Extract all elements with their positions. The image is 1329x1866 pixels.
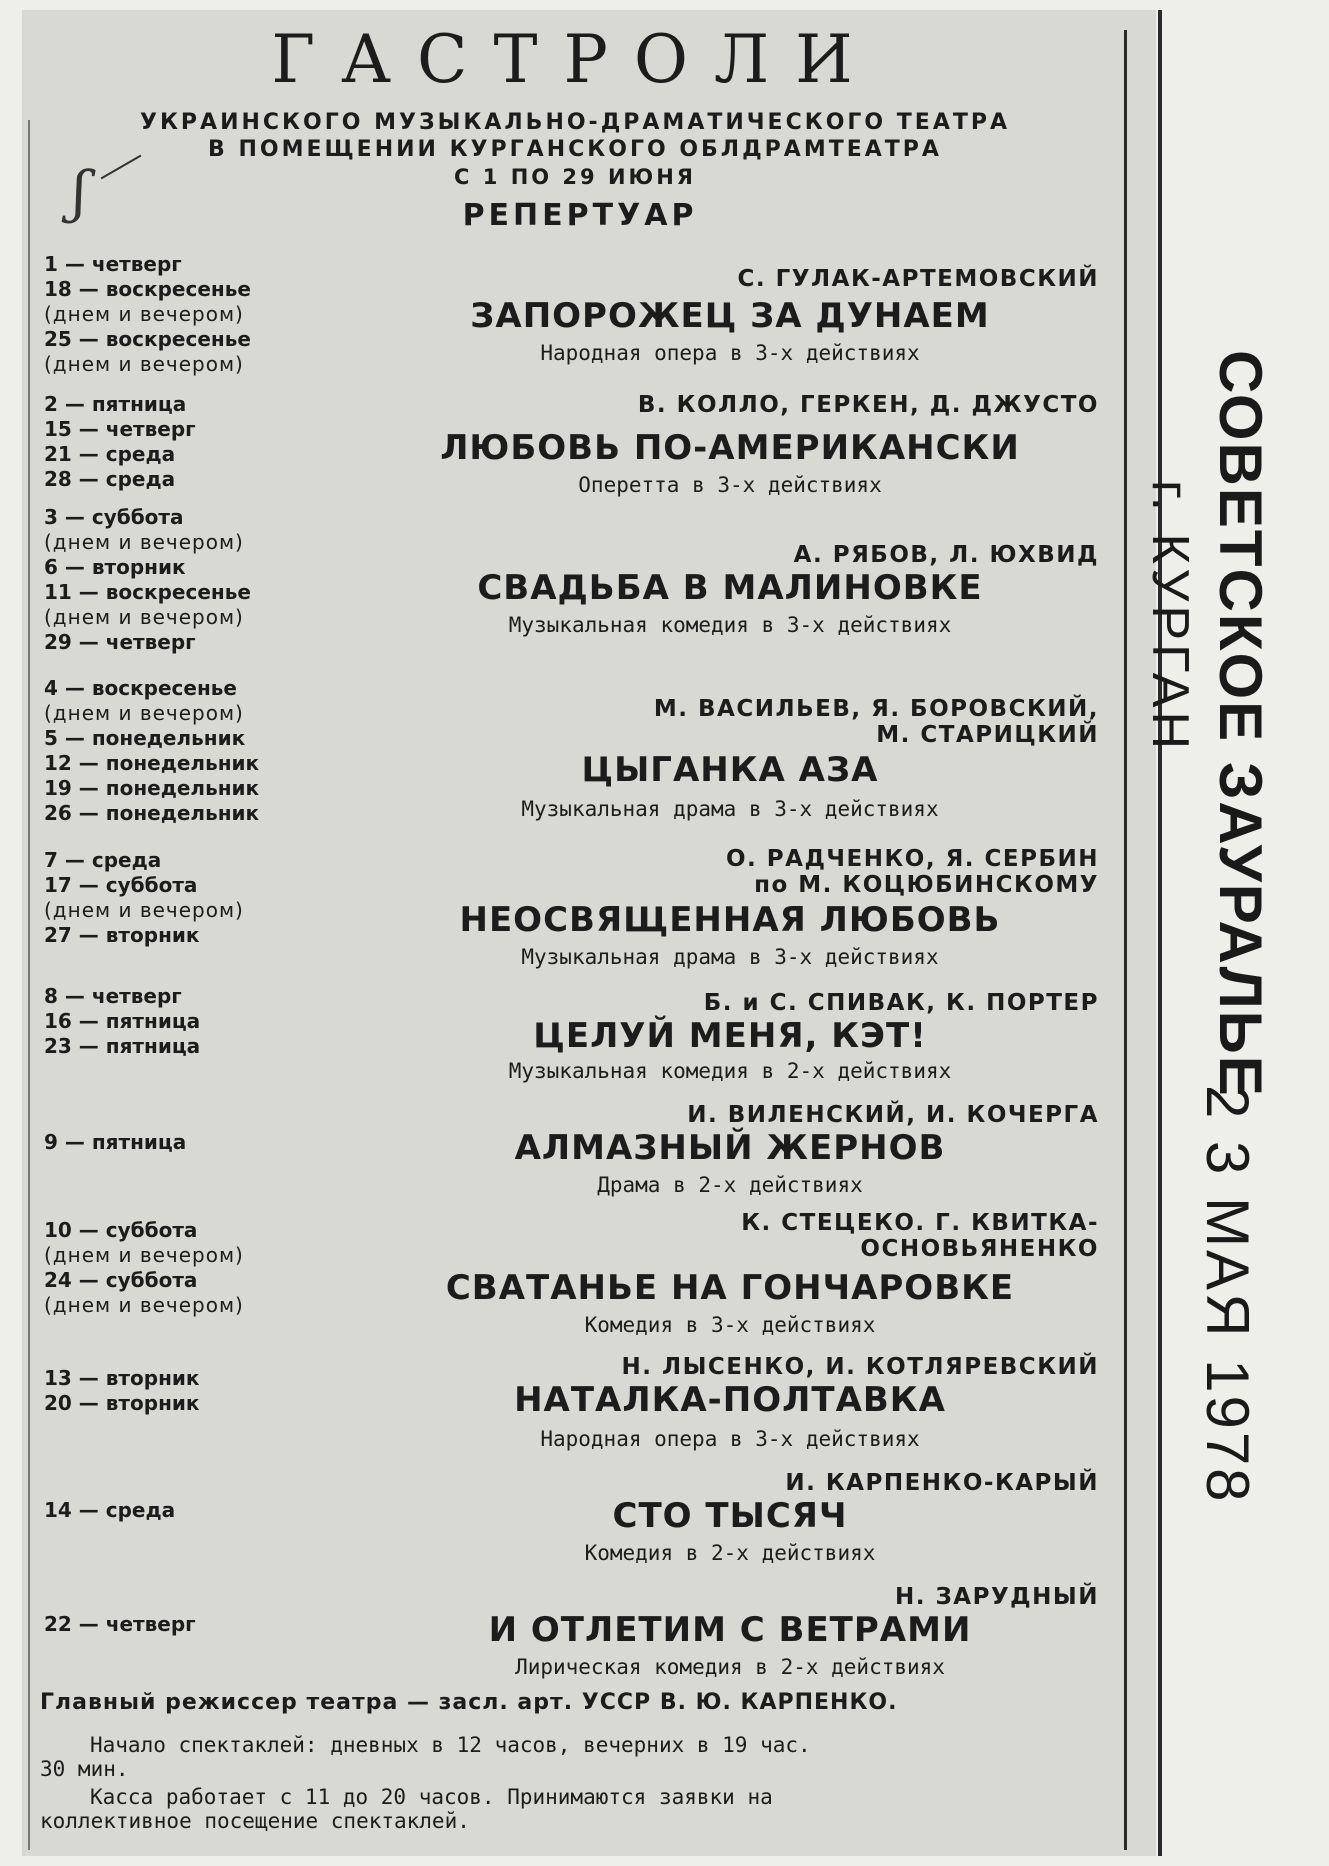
performance-dates bbox=[44, 505, 251, 655]
play-genre: Лирическая комедия в 2-х действиях bbox=[515, 1655, 945, 1679]
play-title: АЛМАЗНЫЙ ЖЕРНОВ bbox=[514, 1128, 946, 1168]
performance-date: (днем и вечером) bbox=[44, 898, 244, 922]
play-title: ЦЕЛУЙ МЕНЯ, КЭТ! bbox=[533, 1016, 927, 1056]
play-author: М. ВАСИЛЬЕВ, Я. БОРОВСКИЙ, bbox=[653, 696, 1099, 722]
performance-date: (днем и вечером) bbox=[44, 605, 244, 629]
performance-dates bbox=[44, 676, 259, 826]
play-genre: Комедия в 3-х действиях bbox=[584, 1313, 876, 1337]
play-title: НАТАЛКА-ПОЛТАВКА bbox=[514, 1380, 946, 1420]
performance-date: 4 — воскресенье bbox=[44, 676, 237, 700]
performance-date: (днем и вечером) bbox=[44, 701, 244, 725]
pencil-mark: ʃ bbox=[72, 160, 88, 225]
performance-date: 22 — четверг bbox=[44, 1612, 196, 1636]
column-rule-left bbox=[28, 120, 30, 1850]
column-rule-right bbox=[1124, 30, 1127, 1850]
performance-date: 10 — суббота bbox=[44, 1218, 198, 1242]
play-title: СТО ТЫСЯЧ bbox=[612, 1496, 848, 1536]
headline-title: ГАСТРОЛИ bbox=[271, 21, 879, 98]
play-title: ЦЫГАНКА АЗА bbox=[581, 750, 879, 790]
performance-date: (днем и вечером) bbox=[44, 530, 244, 554]
performance-date: 5 — понедельник bbox=[44, 726, 246, 750]
performance-date: 21 — среда bbox=[44, 442, 176, 466]
page-edge-rule bbox=[1158, 10, 1162, 1856]
performance-date: 2 — пятница bbox=[44, 392, 187, 416]
performance-date: 7 — среда bbox=[44, 848, 162, 872]
performance-dates bbox=[44, 252, 251, 377]
play-genre: Оперетта в 3-х действиях bbox=[578, 473, 882, 497]
performance-date: 25 — воскресенье bbox=[44, 327, 251, 351]
performance-date: 19 — понедельник bbox=[44, 776, 260, 800]
performance-date: 18 — воскресенье bbox=[44, 277, 251, 301]
play-genre: Музыкальная драма в 3-х действиях bbox=[521, 945, 939, 969]
play-genre: Музыкальная комедия в 2-х действиях bbox=[508, 1059, 952, 1083]
play-genre: Комедия в 2-х действиях bbox=[584, 1541, 876, 1565]
play-genre: Музыкальная комедия в 3-х действиях bbox=[508, 613, 952, 637]
performance-date: (днем и вечером) bbox=[44, 1243, 244, 1267]
performance-date: 20 — вторник bbox=[44, 1391, 200, 1415]
performance-date: (днем и вечером) bbox=[44, 302, 244, 326]
director-credit: Главный режиссер театра — засл. арт. УССР В. Ю. КАРПЕНКО. bbox=[40, 1690, 898, 1715]
box-office-note-1: Касса работает с 11 до 20 часов. Принимаются заявки на bbox=[90, 1785, 773, 1809]
play-author: ОСНОВЬЯНЕНКО bbox=[860, 1236, 1099, 1262]
performance-date: 17 — суббота bbox=[44, 873, 198, 897]
play-genre: Драма в 2-х действиях bbox=[597, 1173, 863, 1197]
performance-date: 29 — четверг bbox=[44, 630, 196, 654]
play-author: М. СТАРИЦКИЙ bbox=[876, 722, 1099, 748]
play-title: ЗАПОРОЖЕЦ ЗА ДУНАЕМ bbox=[470, 296, 990, 336]
play-author: А. РЯБОВ, Л. ЮХВИД bbox=[793, 542, 1099, 568]
headline-dates: С 1 ПО 29 ИЮНЯ bbox=[454, 165, 696, 189]
performance-dates bbox=[44, 392, 196, 492]
box-office-note-2: коллективное посещение спектаклей. bbox=[40, 1809, 470, 1833]
performance-date: 28 — среда bbox=[44, 467, 176, 491]
performance-date: 16 — пятница bbox=[44, 1009, 201, 1033]
performance-dates bbox=[44, 1218, 244, 1318]
play-author: Б. и С. СПИВАК, К. ПОРТЕР bbox=[703, 990, 1099, 1016]
play-title: И ОТЛЕТИМ С ВЕТРАМИ bbox=[488, 1610, 972, 1650]
performance-date: (днем и вечером) bbox=[44, 352, 244, 376]
play-author: Н. ЛЫСЕНКО, И. КОТЛЯРЕВСКИЙ bbox=[621, 1354, 1099, 1380]
performance-date: 24 — суббота bbox=[44, 1268, 198, 1292]
performance-date: 14 — среда bbox=[44, 1498, 176, 1522]
date-stamp: 2 3 МАЯ 1978 bbox=[1194, 1085, 1261, 1505]
play-title: НЕОСВЯЩЕННАЯ ЛЮБОВЬ bbox=[459, 900, 1001, 940]
performance-date: 6 — вторник bbox=[44, 555, 186, 579]
city-stamp: г. КУРГАН bbox=[1141, 480, 1199, 754]
play-author: С. ГУЛАК-АРТЕМОВСКИЙ bbox=[737, 266, 1099, 292]
performance-date: 11 — воскресенье bbox=[44, 580, 251, 604]
headline-subtitle-1: УКРАИНСКОГО МУЗЫКАЛЬНО-ДРАМАТИЧЕСКОГО ТЕАТРА bbox=[139, 110, 1011, 135]
play-title: ЛЮБОВЬ ПО-АМЕРИКАНСКИ bbox=[440, 428, 1020, 468]
start-time-note-1: Начало спектаклей: дневных в 12 часов, вечерних в 19 час. bbox=[90, 1733, 811, 1757]
performance-dates bbox=[44, 1366, 199, 1416]
performance-dates bbox=[44, 984, 200, 1059]
play-genre: Музыкальная драма в 3-х действиях bbox=[521, 797, 939, 821]
play-author: И. ВИЛЕНСКИЙ, И. КОЧЕРГА bbox=[687, 1102, 1099, 1128]
play-title: СВАДЬБА В МАЛИНОВКЕ bbox=[477, 568, 983, 608]
play-author: по М. КОЦЮБИНСКОМУ bbox=[754, 872, 1099, 898]
performance-date: 26 — понедельник bbox=[44, 801, 260, 825]
performance-date: 8 — четверг bbox=[44, 984, 182, 1008]
performance-date: 9 — пятница bbox=[44, 1130, 187, 1154]
performance-date: 15 — четверг bbox=[44, 417, 196, 441]
performance-date: 3 — суббота bbox=[44, 505, 184, 529]
performance-dates bbox=[44, 848, 244, 948]
newspaper-name-stamp: СОВЕТСКОЕ ЗАУРАЛЬЕ bbox=[1207, 350, 1274, 1098]
performance-dates bbox=[44, 1498, 175, 1523]
performance-dates bbox=[44, 1130, 186, 1155]
performance-date: 13 — вторник bbox=[44, 1366, 200, 1390]
start-time-note-2: 30 мин. bbox=[40, 1757, 129, 1781]
play-genre: Народная опера в 3-х действиях bbox=[540, 341, 920, 365]
play-title: СВАТАНЬЕ НА ГОНЧАРОВКЕ bbox=[445, 1268, 1015, 1308]
play-genre: Народная опера в 3-х действиях bbox=[540, 1427, 920, 1451]
performance-date: (днем и вечером) bbox=[44, 1293, 244, 1317]
play-author: И. КАРПЕНКО-КАРЫЙ bbox=[785, 1470, 1099, 1496]
play-author: О. РАДЧЕНКО, Я. СЕРБИН bbox=[725, 846, 1099, 872]
play-author: Н. ЗАРУДНЫЙ bbox=[894, 1584, 1099, 1610]
performance-date: 27 — вторник bbox=[44, 923, 200, 947]
headline-subtitle-2: В ПОМЕЩЕНИИ КУРГАНСКОГО ОБЛДРАМТЕАТРА bbox=[208, 137, 942, 162]
performance-date: 1 — четверг bbox=[44, 252, 182, 276]
performance-date: 23 — пятница bbox=[44, 1034, 201, 1058]
performance-date: 12 — понедельник bbox=[44, 751, 260, 775]
repertoire-heading: РЕПЕРТУАР bbox=[462, 198, 698, 233]
play-author: В. КОЛЛО, ГЕРКЕН, Д. ДЖУСТО bbox=[637, 392, 1099, 418]
play-author: К. СТЕЦЕКО. Г. КВИТКА- bbox=[741, 1210, 1099, 1236]
performance-dates bbox=[44, 1612, 196, 1637]
